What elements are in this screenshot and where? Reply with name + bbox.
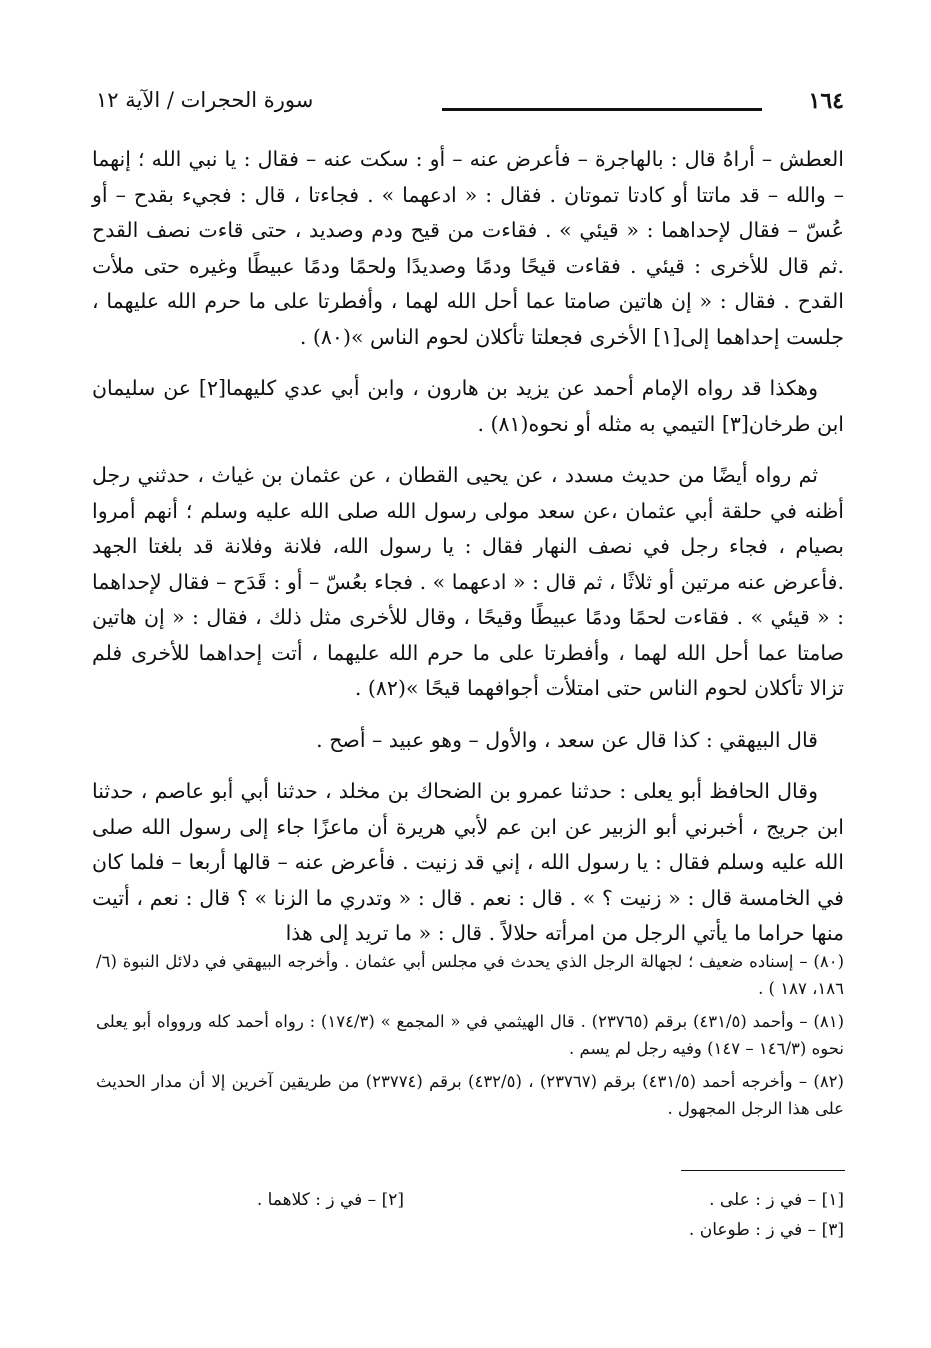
paragraph: وهكذا قد رواه الإمام أحمد عن يزيد بن هارون ، وابن أبي عدي كليهما[٢] عن سليمان ابن طرخان[٣] التيمي به مثله أو نحوه(٨١) .	[92, 376, 844, 436]
paragraph: وقال الحافظ أبو يعلى : حدثنا عمرو بن الضحاك بن مخلد ، حدثنا أبي أبو عاصم ، حدثنا ابن جريج ، أخبرني أبو الزبير عن ابن عم لأبي هريرة أن ماعزًا جاء إلى رسول الله صلى الله عليه وسلم فقال : يا رسول الله ، إني قد زنيت . فأعرض عنه – قالها أربعا – فلما كان في الخامسة قال : « زنيت ؟ » . قال : نعم . قال : « وتدري ما الزنا » ؟ قال : نعم ، أتيت منها حراما ما يأتي الرجل من امرأته حلالاً . قال : « ما تريد إلى هذا	[92, 779, 844, 945]
footnote: (٨٠) – إسناده ضعيف ؛ لجهالة الرجل الذي يحدث في مجلس أبي عثمان . وأخرجه البيهقي في دلائل النبوة (٦/ ١٨٦، ١٨٧ ) .	[96, 952, 844, 998]
variant-note: [٣] – في ز : طوعان .	[688, 1220, 844, 1240]
running-head	[96, 88, 844, 118]
paragraph: العطش – أراهُ قال : بالهاجرة – فأعرض عنه – أو : سكت عنه – فقال : يا نبي الله ؛ إنهما – والله – قد ماتتا أو كادتا تموتان . فقال : « ادعهما » . فجاءتا ، قال : فجيء بقدح – أو عُسّ – فقال لإحداهما : « قيئي » . فقاءت من قيح ودم وصديد ، حتى قاءت نصف القدح .ثم قال للأخرى : قيئي . فقاءت قيحًا ودمًا وصديدًا ولحمًا ودمًا عبيطًا وغيره حتى ملأت القدح . فقال : « إن هاتين صامتا عما أحل الله لهما ، وأفطرتا على ما حرم الله عليهما ، جلست إحداهما إلى[١] الأخرى فجعلتا تأكلان لحوم الناس »(٨٠) .	[92, 147, 844, 349]
page-number: ١٦٤	[808, 88, 844, 114]
header-rule	[442, 108, 762, 111]
footnote: (٨٢) – وأخرجه أحمد (٤٣١/٥) برقم (٢٣٧٦٧) ، (٤٣٢/٥) برقم (٢٣٧٧٤) من طريقين آخرين إلا أن مدار الحديث على هذا الرجل المجهول .	[96, 1072, 844, 1118]
paragraph: قال البيهقي : كذا قال عن سعد ، والأول – وهو عبيد – أصح .	[316, 727, 818, 752]
variant-note: [١] – في ز : على .	[709, 1190, 844, 1210]
footnote: (٨١) – وأحمد (٤٣١/٥) برقم (٢٣٧٦٥) . قال الهيثمي في « المجمع » (١٧٤/٣) : رواه أحمد كله وروواه أبو يعلى نحوه (١٤٦/٣ – ١٤٧) وفيه رجل لم يسم .	[96, 1012, 845, 1058]
running-title: سورة الحجرات / الآية ١٢	[96, 88, 314, 112]
footnotes	[96, 948, 844, 1128]
main-text	[92, 142, 844, 968]
paragraph: ثم رواه أيضًا من حديث مسدد ، عن يحيى القطان ، عن عثمان بن غياث ، حدثني رجل أظنه في حلقة أبي عثمان ،عن سعد مولى رسول الله صلى الله عليه وسلم ؛ أنهم أمروا بصيام ، فجاء رجل في نصف النهار فقال : يا رسول الله، فلانة وفلانة قد بلغتا الجهد .فأعرض عنه مرتين أو ثلاثًا ، ثم قال : « ادعهما » . فجاء بعُسّ – أو : قَدَح – فقال لإحداهما : « قيئي » . فقاءت لحمًا ودمًا عبيطًا وقيحًا ، وقال للأخرى مثل ذلك ، فقال : « إن هاتين صامتا عما أحل الله لهما ، وأفطرتا على ما حرم الله عليهما ، أتت إحداهما للأخرى فلم تزالا تأكلان لحوم الناس حتى امتلأت أجوافهما قيحًا »(٨٢) .	[92, 463, 844, 700]
variant-note: [٢] – في ز : كلاهما .	[256, 1190, 404, 1210]
variants-rule	[681, 1170, 845, 1171]
